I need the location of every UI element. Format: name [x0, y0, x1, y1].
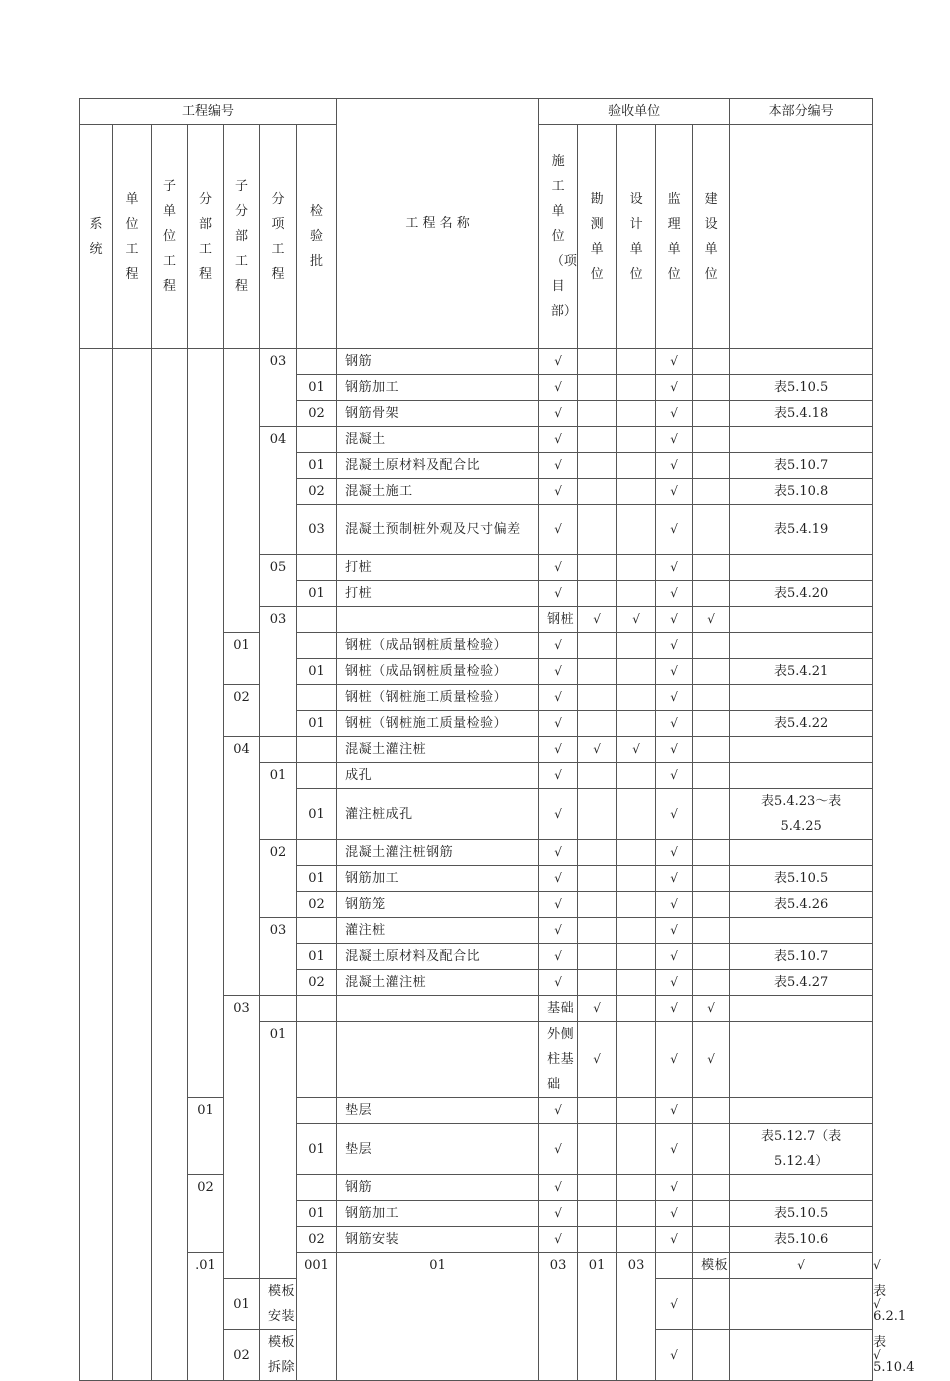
check-supervision: √: [656, 970, 693, 996]
project-name: 钢筋加工: [337, 866, 539, 892]
subunit-code: 01: [337, 1253, 539, 1381]
check-construction: √: [539, 427, 578, 453]
check-construction: √: [656, 1330, 693, 1381]
project-name: 混凝土: [337, 427, 539, 453]
section-ref: [730, 685, 873, 711]
item-code: 03: [260, 349, 297, 427]
unit-code: 001: [297, 1253, 337, 1381]
header-unit-design: 设计单位: [617, 125, 656, 349]
check-survey: √: [617, 607, 656, 633]
item-code: 01: [188, 1098, 224, 1175]
section-ref: 表5.4.27: [730, 970, 873, 996]
project-name: 钢筋: [337, 349, 539, 375]
header-col-division: 分部工程: [188, 125, 224, 349]
section-ref: [730, 633, 873, 659]
header-col-subunit: 子单位工程: [152, 125, 188, 349]
check-supervision: √: [656, 1227, 693, 1253]
project-name: 混凝土预制桩外观及尺寸偏差: [337, 505, 539, 555]
table-row: [80, 349, 873, 375]
batch-code: 01: [297, 453, 337, 479]
section-ref: 表5.10.7: [730, 453, 873, 479]
batch-code: 02: [297, 479, 337, 505]
check-construction: √: [539, 1098, 578, 1124]
check-construction: √: [539, 840, 578, 866]
check-construction: √: [539, 479, 578, 505]
check-construction: √: [539, 581, 578, 607]
header-acceptance-group: 验收单位: [539, 99, 730, 125]
table-row: .01 001 01 03 01 03 模板 √ √: [80, 1253, 873, 1279]
check-construction: √: [578, 996, 617, 1022]
header-code-group: 工程编号: [80, 99, 337, 125]
item-code: 01: [260, 763, 297, 840]
batch-code: 02: [297, 892, 337, 918]
batch-code: 01: [297, 866, 337, 892]
section-ref: 表5.4.26: [730, 892, 873, 918]
check-supervision: √: [693, 607, 730, 633]
check-supervision: √: [656, 555, 693, 581]
check-design: √: [656, 996, 693, 1022]
project-name: 混凝土施工: [337, 479, 539, 505]
subdivision-code: 04: [224, 737, 260, 996]
check-construction: √: [578, 1022, 617, 1098]
batch-code: 01: [297, 375, 337, 401]
batch-code: 01: [297, 659, 337, 685]
check-supervision: √: [656, 944, 693, 970]
check-construction: √: [539, 892, 578, 918]
project-name: 垫层: [337, 1098, 539, 1124]
check-supervision: √: [656, 1175, 693, 1201]
check-construction: √: [539, 1227, 578, 1253]
check-construction: √: [656, 1279, 693, 1330]
check-supervision: √: [693, 1022, 730, 1098]
section-ref: 表5.10.5: [730, 375, 873, 401]
project-name: 钢筋: [337, 1175, 539, 1201]
project-name: 钢筋笼: [337, 892, 539, 918]
check-construction: √: [539, 711, 578, 737]
check-supervision: √: [656, 918, 693, 944]
section-ref: 表5.4.23～表5.4.25: [730, 789, 873, 840]
check-construction: √: [539, 866, 578, 892]
project-name: 灌注桩: [337, 918, 539, 944]
project-name: 模板安装: [260, 1279, 297, 1330]
header-col-subdivision: 子分部工程: [224, 125, 260, 349]
check-supervision: √: [656, 685, 693, 711]
division-code: 03: [224, 996, 260, 1279]
header-col-item: 分项工程: [260, 125, 297, 349]
check-construction: √: [539, 763, 578, 789]
item-code: 02: [224, 685, 260, 737]
project-name: 混凝土原材料及配合比: [337, 453, 539, 479]
check-supervision: √: [656, 401, 693, 427]
project-name: 钢桩（成品钢桩质量检验）: [337, 659, 539, 685]
check-supervision: √: [656, 633, 693, 659]
header-blank: [730, 125, 873, 349]
check-construction: √: [539, 737, 578, 763]
section-ref: 表5.4.18: [730, 401, 873, 427]
check-supervision: √: [656, 711, 693, 737]
section-ref: 表5.10.5: [730, 866, 873, 892]
section-ref: 表5.4.19: [730, 505, 873, 555]
check-construction: √: [539, 944, 578, 970]
section-ref: [730, 349, 873, 375]
header-unit-construction: 施工单位（项目部）: [539, 125, 578, 349]
check-design: √: [656, 1022, 693, 1098]
check-construction: √: [539, 1201, 578, 1227]
item-code: 01: [224, 633, 260, 685]
section-ref: [730, 763, 873, 789]
section-ref: 表5.10.7: [730, 944, 873, 970]
project-name: 混凝土灌注桩: [337, 737, 539, 763]
check-construction: √: [539, 659, 578, 685]
check-construction: √: [539, 918, 578, 944]
check-supervision: √: [693, 996, 730, 1022]
project-name: 钢筋安装: [337, 1227, 539, 1253]
project-name: 混凝土灌注桩: [337, 970, 539, 996]
item-code: 03: [617, 1253, 656, 1381]
project-name: 混凝土灌注桩钢筋: [337, 840, 539, 866]
check-supervision: √: [656, 427, 693, 453]
section-ref: [730, 427, 873, 453]
project-name: 成孔: [337, 763, 539, 789]
check-supervision: √: [656, 737, 693, 763]
project-name: 外侧柱基础: [539, 1022, 578, 1098]
section-ref: [730, 1175, 873, 1201]
project-name: 基础: [539, 996, 578, 1022]
batch-code: 02: [297, 401, 337, 427]
project-name: 模板: [693, 1253, 730, 1279]
header-col-system: 系统: [80, 125, 113, 349]
batch-code: 02: [297, 970, 337, 996]
item-code: 05: [260, 555, 297, 607]
batch-code: 01: [297, 581, 337, 607]
batch-code: 01: [297, 944, 337, 970]
section-ref: 表5.4.20: [730, 581, 873, 607]
header-unit-supervision: 监理单位: [656, 125, 693, 349]
check-construction: √: [539, 789, 578, 840]
header-unit-survey: 勘测单位: [578, 125, 617, 349]
subunit-blank: [152, 349, 188, 1381]
check-construction: √: [539, 1175, 578, 1201]
subdivision-code: 01: [260, 1022, 297, 1279]
batch-code: 01: [297, 711, 337, 737]
project-name: 钢桩（成品钢桩质量检验）: [337, 633, 539, 659]
check-construction: √: [539, 633, 578, 659]
project-name: 钢筋骨架: [337, 401, 539, 427]
check-supervision: √: [656, 479, 693, 505]
header-section-code: 本部分编号: [730, 99, 873, 125]
subdivision-code: 03: [260, 607, 297, 737]
check-supervision: √: [656, 1124, 693, 1175]
check-construction: √: [539, 401, 578, 427]
check-supervision: √: [656, 763, 693, 789]
check-supervision: √: [656, 1201, 693, 1227]
check-supervision: √: [656, 1098, 693, 1124]
section-ref: 表5.10.8: [730, 479, 873, 505]
batch-code: 02: [224, 1330, 260, 1381]
project-name: 钢桩（钢桩施工质量检验）: [337, 685, 539, 711]
check-design: √: [656, 607, 693, 633]
check-supervision: √: [656, 453, 693, 479]
project-name: 灌注桩成孔: [337, 789, 539, 840]
project-name: 垫层: [337, 1124, 539, 1175]
check-supervision: √: [656, 375, 693, 401]
check-supervision: √: [656, 840, 693, 866]
engineering-code-table: [79, 98, 915, 1381]
check-construction: √: [539, 685, 578, 711]
batch-code: 01: [297, 789, 337, 840]
subdivision-blank: [224, 349, 260, 633]
section-ref: 表5.10.5: [730, 1201, 873, 1227]
section-ref: [730, 918, 873, 944]
header-col-unit: 单位工程: [113, 125, 152, 349]
subdivision-code: 01: [578, 1253, 617, 1381]
unit-blank: [113, 349, 152, 1381]
project-name: 钢筋加工: [337, 1201, 539, 1227]
project-name: 钢桩: [539, 607, 578, 633]
table-row: 01 模板安装 √ √ 表6.2.1: [80, 1279, 873, 1330]
table-row: [80, 1175, 873, 1201]
section-ref: [730, 737, 873, 763]
batch-code: 01: [297, 1201, 337, 1227]
section-ref: 表5.4.21: [730, 659, 873, 685]
check-supervision: √: [656, 349, 693, 375]
system-code: .01: [188, 1253, 224, 1381]
header-col-batch: 检验批: [297, 125, 337, 349]
project-name: 钢桩（钢桩施工质量检验）: [337, 711, 539, 737]
check-construction: √: [539, 970, 578, 996]
section-ref: [730, 555, 873, 581]
section-ref: 表5.12.7（表5.12.4）: [730, 1124, 873, 1175]
header-unit-owner: 建设单位: [693, 125, 730, 349]
check-construction: √: [539, 505, 578, 555]
check-supervision: √: [656, 659, 693, 685]
section-ref: [730, 840, 873, 866]
project-name: 模板拆除: [260, 1330, 297, 1381]
section-ref: 表5.10.6: [730, 1227, 873, 1253]
check-construction: √: [730, 1253, 873, 1279]
project-name: 混凝土原材料及配合比: [337, 944, 539, 970]
check-construction: √: [539, 349, 578, 375]
check-construction: √: [539, 1124, 578, 1175]
header-name: 工 程 名 称: [337, 99, 539, 349]
check-construction: √: [539, 555, 578, 581]
division-code: 03: [539, 1253, 578, 1381]
check-supervision: √: [656, 505, 693, 555]
batch-code: 03: [297, 505, 337, 555]
section-ref: [730, 1098, 873, 1124]
table-row: [80, 1098, 873, 1124]
item-code: 04: [260, 427, 297, 555]
check-design: √: [617, 737, 656, 763]
check-supervision: √: [656, 789, 693, 840]
check-survey: √: [578, 737, 617, 763]
batch-code: [297, 349, 337, 375]
table-row: 02 模板拆除 √ √ 表5.10.4: [80, 1330, 873, 1381]
division-blank: [188, 349, 224, 1098]
item-code: 02: [260, 840, 297, 918]
check-construction: √: [539, 375, 578, 401]
check-supervision: √: [656, 866, 693, 892]
check-supervision: √: [656, 581, 693, 607]
item-code: 03: [260, 918, 297, 996]
check-construction: √: [578, 607, 617, 633]
project-name: 打桩: [337, 581, 539, 607]
batch-code: 02: [297, 1227, 337, 1253]
check-construction: √: [539, 453, 578, 479]
item-code: 02: [188, 1175, 224, 1253]
system-blank: [80, 349, 113, 1381]
batch-code: 01: [297, 1124, 337, 1175]
project-name: 钢筋加工: [337, 375, 539, 401]
section-ref: 表5.4.22: [730, 711, 873, 737]
project-name: 打桩: [337, 555, 539, 581]
check-supervision: √: [656, 892, 693, 918]
batch-code: 01: [224, 1279, 260, 1330]
